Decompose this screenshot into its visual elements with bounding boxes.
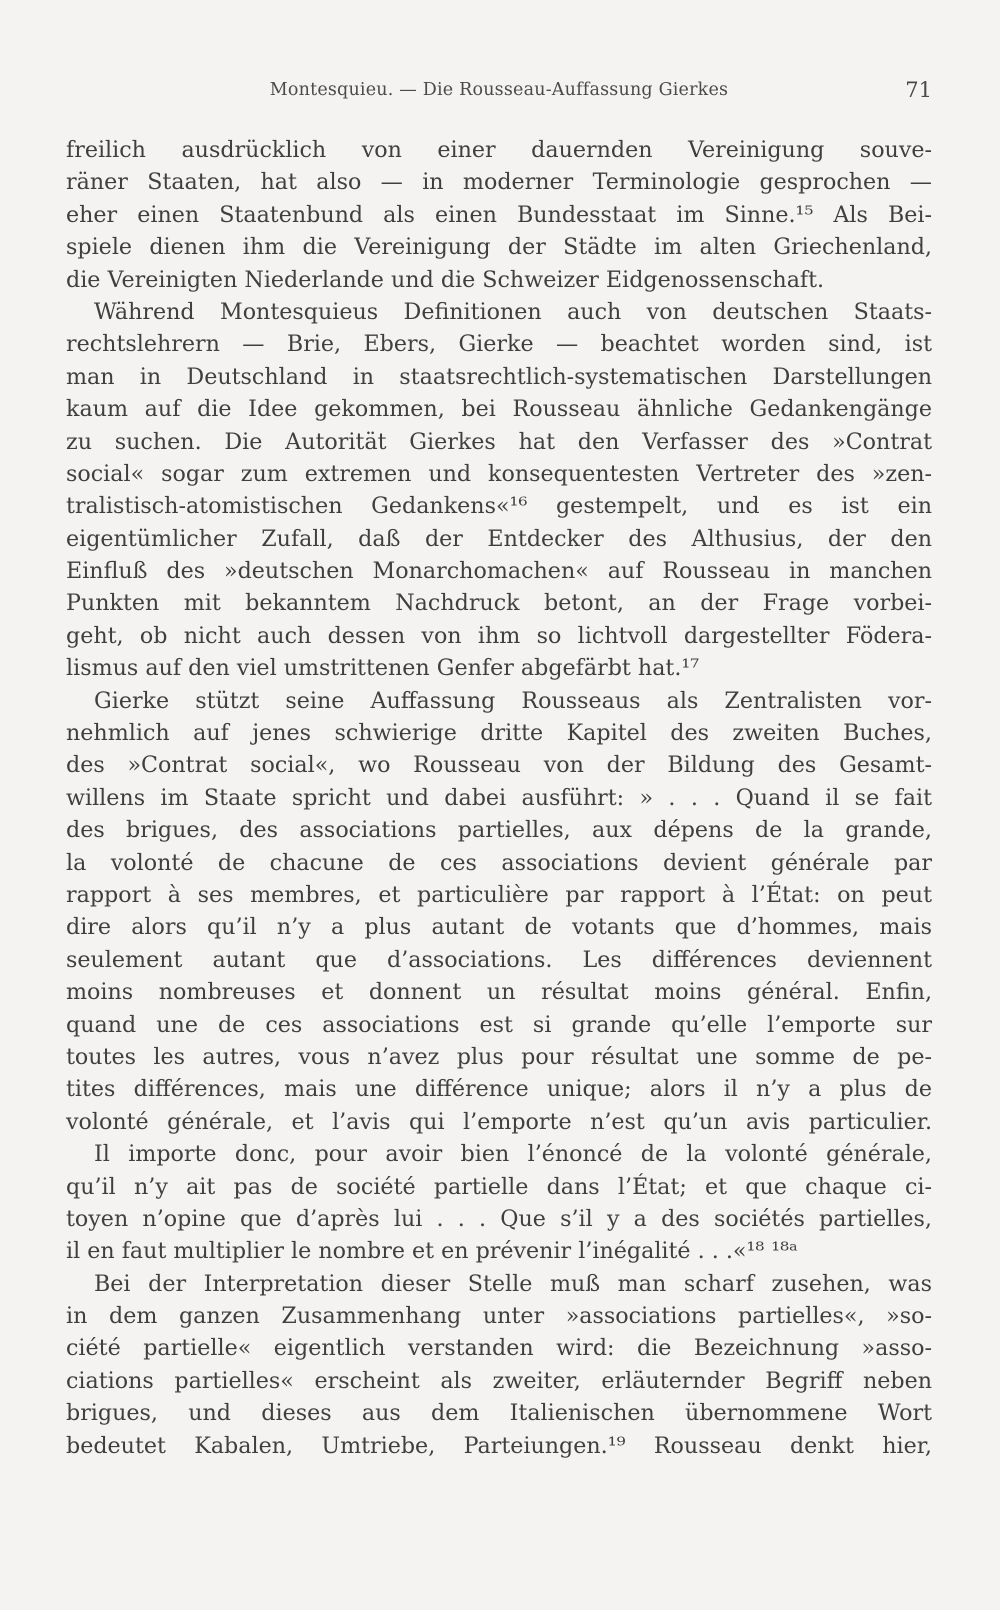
text-line: Gierke stützt seine Auffassung Rousseaus als Zentralisten vor-	[94, 687, 932, 714]
text-line: freilich ausdrücklich von einer dauernden Vereinigung souve-	[66, 137, 932, 163]
text-line: ciations partielles« erscheint als zweiter, erläuternder Begriff neben	[66, 1367, 932, 1394]
text-line: nehmlich auf jenes schwierige dritte Kapitel des zweiten Buches,	[66, 720, 932, 747]
running-head	[66, 78, 932, 106]
text-line: il en faut multiplier le nombre et en prévenir l’inégalité . . .«¹⁸ ¹⁸ᵃ	[66, 1238, 798, 1265]
text-line: Il importe donc, pour avoir bien l’énoncé de la volonté générale,	[94, 1141, 932, 1168]
text-line: toyen n’opine que d’après lui . . . Que s’il y a des sociétés partielles,	[66, 1205, 932, 1232]
text-line: dire alors qu’il n’y a plus autant de votants que d’hommes, mais	[66, 914, 932, 941]
text-line: tralistisch-atomistischen Gedankens«¹⁶ gestempelt, und es ist ein	[66, 493, 932, 520]
text-line: bedeutet Kabalen, Umtriebe, Parteiungen.¹⁹ Rousseau denkt hier,	[66, 1432, 932, 1459]
text-line: des brigues, des associations partielles, aux dépens de la grande,	[66, 817, 932, 844]
text-line: zu suchen. Die Autorität Gierkes hat den Verfasser des »Contrat	[66, 428, 932, 455]
text-line: quand une de ces associations est si grande qu’elle l’emporte sur	[66, 1011, 932, 1038]
text-line: social« sogar zum extremen und konsequentesten Vertreter des »zen-	[66, 460, 932, 487]
page-number: 71	[905, 78, 932, 102]
text-line: spiele dienen ihm die Vereinigung der Städte im alten Griechenland,	[66, 234, 932, 261]
text-line: kaum auf die Idee gekommen, bei Rousseau ähnliche Gedankengänge	[66, 396, 932, 423]
text-line: rapport à ses membres, et particulière par rapport à l’État: on peut	[66, 881, 932, 908]
text-line: la volonté de chacune de ces associations devient générale par	[66, 849, 932, 876]
text-line: ciété partielle« eigentlich verstanden wird: die Bezeichnung »asso-	[66, 1335, 932, 1362]
text-line: brigues, und dieses aus dem Italienischen übernommene Wort	[66, 1400, 932, 1427]
text-line: die Vereinigten Niederlande und die Schweizer Eidgenossenschaft.	[66, 266, 825, 293]
text-line: Einfluß des »deutschen Monarchomachen« auf Rousseau in manchen	[66, 558, 932, 585]
text-line: eigentümlicher Zufall, daß der Entdecker des Althusius, der den	[66, 525, 932, 552]
running-head-title: Montesquieu. — Die Rousseau-Auffassung Gierkes	[269, 80, 729, 100]
text-line: Bei der Interpretation dieser Stelle muß man scharf zusehen, was	[94, 1270, 932, 1297]
text-line: lismus auf den viel umstrittenen Genfer abgefärbt hat.¹⁷	[66, 655, 700, 682]
text-line: moins nombreuses et donnent un résultat moins général. Enfin,	[66, 979, 932, 1006]
text-line: toutes les autres, vous n’avez plus pour résultat une somme de pe-	[66, 1043, 932, 1070]
text-line: des »Contrat social«, wo Rousseau von der Bildung des Gesamt-	[66, 752, 932, 779]
text-line: man in Deutschland in staatsrechtlich-systematischen Darstellungen	[66, 363, 932, 390]
text-line: rechtslehrern — Brie, Ebers, Gierke — beachtet worden sind, ist	[66, 331, 932, 358]
text-line: qu’il n’y ait pas de société partielle dans l’État; et que chaque ci-	[66, 1173, 932, 1200]
text-line: seulement autant que d’associations. Les différences deviennent	[66, 946, 932, 973]
text-line: räner Staaten, hat also — in moderner Terminologie gesprochen —	[66, 169, 932, 196]
text-line: tites différences, mais une différence unique; alors il n’y a plus de	[66, 1076, 932, 1103]
text-line: geht, ob nicht auch dessen von ihm so lichtvoll dargestellter Födera-	[66, 622, 932, 649]
text-line: volonté générale, et l’avis qui l’emporte n’est qu’un avis particulier.	[66, 1108, 932, 1135]
text-line: eher einen Staatenbund als einen Bundesstaat im Sinne.¹⁵ Als Bei-	[66, 201, 932, 228]
text-line: in dem ganzen Zusammenhang unter »associations partielles«, »so-	[66, 1303, 932, 1330]
text-line: willens im Staate spricht und dabei ausführt: » . . . Quand il se fait	[66, 784, 932, 811]
text-line: Während Montesquieus Definitionen auch von deutschen Staats-	[94, 298, 932, 325]
body-text	[66, 134, 932, 1462]
text-line: Punkten mit bekanntem Nachdruck betont, an der Frage vorbei-	[66, 590, 932, 617]
